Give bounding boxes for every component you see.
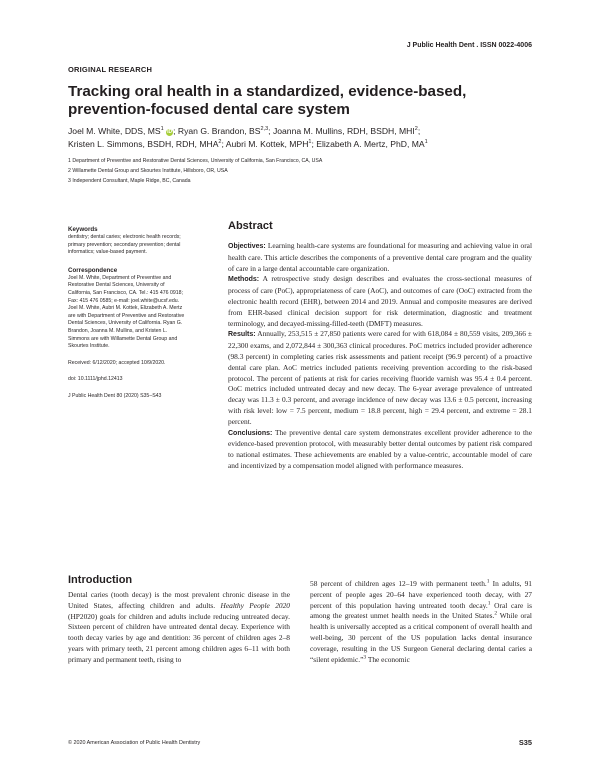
affiliation-marker: 1 bbox=[160, 126, 164, 133]
author-name: ; Ryan G. Brandon, BS bbox=[173, 126, 261, 136]
introduction-column-2 bbox=[310, 579, 532, 665]
author-name: Kristen L. Simmons, BSDH, RDH, MHA bbox=[68, 139, 219, 149]
results-text: Annually, 253,515 ± 27,850 patients were cared for with 618,084 ± 80,559 visits, 209,366 ± 22,300 exams, and 2,072,844 ± 300,363 clinical procedures. PoC metrics included provider adherence (98.3 percent) in completing caries risk assessments and patient receipt (96.9 percent) of a proactive dental care plan. AoC metrics included patients receiving prevention according to the risk-based protocol. The percent of patients at risk for caries receiving fluoride varnish was 95.4 ± 0.4 percent. OoC metrics included untreated decay and new decay. The 6-year average prevalence of untreated decay was 11.3 ± 0.3 percent, and average incidence of new decay was 13.6 ± 0.5 percent, increasing with risk level: low = 7.5 percent, medium = 18.8 percent, high = 29.4 percent, and extreme = 28.1 percent. bbox=[228, 329, 532, 426]
abstract-heading: Abstract bbox=[228, 220, 273, 232]
journal-info: J Public Health Dent . ISSN 0022-4006 bbox=[406, 42, 532, 49]
affiliation-item: 2 Willamette Dental Group and Skourtes Institute, Hillsboro, OR, USA bbox=[68, 168, 228, 175]
copyright-notice: © 2020 American Association of Public Health Dentistry bbox=[68, 740, 201, 746]
abstract-results bbox=[228, 329, 532, 427]
affiliation-marker: 2 bbox=[414, 126, 418, 133]
intro-text: In adults, 91 percent of people ages 20–64 have experienced tooth decay, with 27 percent of this population having untreated tooth decay. bbox=[310, 579, 533, 610]
abstract-body bbox=[228, 241, 532, 472]
intro-italic-text: Healthy People 2020 bbox=[220, 600, 290, 610]
orcid-icon[interactable]: iD bbox=[167, 129, 173, 135]
author-name: Joel M. White, DDS, MS bbox=[68, 126, 161, 136]
abstract-methods bbox=[228, 274, 532, 329]
received-date: Received: 6/12/2020; accepted 10/9/2020. bbox=[68, 359, 166, 366]
results-label: Results: bbox=[228, 331, 256, 339]
reference-marker[interactable]: 2 bbox=[494, 610, 498, 617]
article-title: Tracking oral health in a standardized, evidence-based, prevention-focused dental care system bbox=[68, 83, 467, 118]
affiliation-marker: 1 bbox=[308, 139, 312, 146]
doi-link[interactable]: doi: 10.1111/jphd.12413 bbox=[68, 376, 123, 383]
abstract-section bbox=[228, 220, 532, 472]
reference-marker[interactable]: 3 bbox=[363, 654, 367, 661]
methods-label: Methods: bbox=[228, 276, 260, 284]
citation: J Public Health Dent 80 (2020) S35–S43 bbox=[68, 392, 162, 399]
reference-marker[interactable]: 1 bbox=[486, 578, 490, 585]
intro-text: 58 percent of children ages 12–19 with permanent teeth. bbox=[310, 579, 487, 588]
intro-text: Dental caries (tooth decay) is the most prevalent chronic disease in the United States, affecting children and adults. bbox=[68, 590, 290, 610]
keywords-text: dentistry; dental caries; electronic health records; primary prevention; secondary prevention; dental informatics; value-based payment. bbox=[68, 234, 181, 256]
page-number: S35 bbox=[518, 738, 532, 747]
separator: ; bbox=[417, 126, 421, 136]
affiliation-list bbox=[68, 156, 538, 187]
article-info-sidebar bbox=[68, 225, 186, 410]
affiliation-item: 3 Independent Consultant, Maple Ridge, BC, Canada bbox=[68, 178, 191, 185]
introduction-column-1 bbox=[68, 590, 290, 666]
affiliation-item: 1 Department of Preventive and Restorative Dental Sciences, University of California, San Francisco, CA, USA bbox=[68, 158, 323, 164]
correspondence-text: Joel M. White, Department of Preventive and Restorative Dental Sciences, University of California, San Francisco, CA. Tel.: 415 476 0918; Fax: 415 476 0585; e-mail: joel.white@ucsf.edu. Joel M. White, Aubri M. Kottek, Elizabeth A. Mertz are with Department of Preventive and Restorative Dental Sciences, University of California. Ryan G. Brandon, Joanna M. Mullins, and Kristen L. Simmons are with Willamette Dental Group and Skourtes Institute. bbox=[68, 274, 185, 350]
intro-text: (HP2020) goals for children and adults include reducing untreated decay. Sixteen percent of children have untreated dental decay. Experience with tooth decay varies by age and dentition: 36 percent of children ages 2–8 years with primary teeth, 21 percent among children ages 6–11 with both primary and permanent teeth, rising to bbox=[68, 611, 290, 664]
objectives-label: Objectives: bbox=[228, 243, 266, 250]
affiliation-marker: 2,3 bbox=[260, 126, 269, 133]
author-list bbox=[68, 125, 538, 151]
reference-marker[interactable]: 1 bbox=[487, 600, 491, 607]
conclusions-text: The preventive dental care system demonstrates excellent provider adherence to the evidence-based prevention protocol, with measurably better dental outcomes by patient risk compared to national estimates. These achievements are enabled by a value-centric, accountable model of care and incentivized by a compensation model aligned with performance measures. bbox=[228, 427, 532, 470]
abstract-objectives bbox=[228, 241, 532, 274]
intro-text: Oral care is among the greatest unmet health needs in the United States. bbox=[310, 600, 532, 621]
section-label: ORIGINAL RESEARCH bbox=[68, 65, 153, 74]
affiliation-marker: 1 bbox=[424, 139, 428, 146]
introduction-heading: Introduction bbox=[68, 574, 133, 586]
author-name: ; Aubri M. Kottek, MPH bbox=[221, 139, 309, 149]
affiliation-marker: 2 bbox=[218, 139, 222, 146]
abstract-conclusions bbox=[228, 428, 532, 472]
methods-text: A retrospective study design describes and evaluates the cross-sectional measures of process of care (PoC), appropriateness of care (AoC), and outcomes of care (OoC) extracted from the electronic health record (EHR), between 2014 and 2019. Annual and composite measures are derived from EHR-based clinical decision support for risk determination, diagnostic and treatment terminology, and decayed-missing-filled-teeth (DMFT) measures. bbox=[228, 274, 532, 328]
keywords-heading: Keywords bbox=[68, 226, 98, 233]
intro-text: The economic bbox=[366, 654, 410, 664]
conclusions-label: Conclusions: bbox=[228, 429, 273, 437]
author-name: ; Elizabeth A. Mertz, PhD, MA bbox=[311, 139, 425, 149]
objectives-text: Learning health-care systems are foundational for measuring and achieving value in oral health care. This article describes the components of a preventive dental care program and the quality of care in a large dental accountable care organization. bbox=[228, 241, 532, 273]
intro-text: While oral health is universally accepted as a critical component of overall health and well-being, 30 percent of the US population lacks dental insurance coverage, resulting in the US Surgeon General declaring dental caries a “silent epidemic.” bbox=[310, 611, 532, 664]
author-name: ; Joanna M. Mullins, RDH, BSDH, MHI bbox=[268, 126, 415, 136]
correspondence-heading: Correspondence bbox=[68, 266, 118, 274]
